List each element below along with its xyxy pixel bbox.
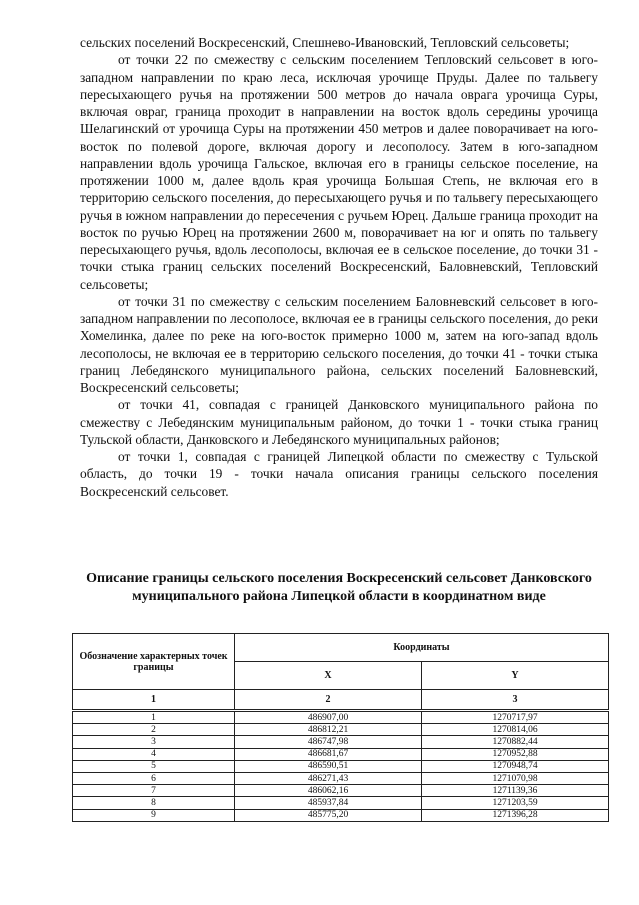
point-column-header: Обозначение характерных точек границы (73, 634, 235, 690)
point-number-cell: 4 (73, 748, 235, 760)
table-row (73, 760, 609, 772)
y-coordinate-cell: 1271203,59 (422, 797, 609, 809)
document-body (80, 34, 598, 500)
table-row (73, 809, 609, 821)
table-row (73, 772, 609, 784)
table-row (73, 712, 609, 724)
y-coordinate-cell: 1270882,44 (422, 736, 609, 748)
x-coordinate-cell: 486590,51 (235, 760, 422, 772)
y-coordinate-cell: 1270948,74 (422, 760, 609, 772)
paragraph-1: сельских поселений Воскресенский, Спешнево-Ивановский, Тепловский сельсоветы; (80, 35, 570, 50)
y-coordinate-cell: 1271070,98 (422, 772, 609, 784)
table-row (73, 736, 609, 748)
x-coordinate-cell: 485937,84 (235, 797, 422, 809)
y-column-header: Y (422, 662, 609, 690)
x-coordinate-cell: 486681,67 (235, 748, 422, 760)
x-column-header: X (235, 662, 422, 690)
point-number-cell: 6 (73, 772, 235, 784)
x-coordinate-cell: 486747,98 (235, 736, 422, 748)
point-number-cell: 1 (73, 712, 235, 724)
paragraph-4: от точки 41, совпадая с границей Данковского муниципального района по смежеству с Лебедянским муниципальным районом, до точки 1 - точки стыка границ Тульской области, Данковского и Лебедянского муниципальных районов; (80, 397, 598, 447)
column-number: 2 (235, 690, 422, 710)
y-coordinate-cell: 1271396,28 (422, 809, 609, 821)
y-coordinate-cell: 1271139,36 (422, 785, 609, 797)
y-coordinate-cell: 1270952,88 (422, 748, 609, 760)
point-number-cell: 5 (73, 760, 235, 772)
point-number-cell: 8 (73, 797, 235, 809)
point-number-cell: 3 (73, 736, 235, 748)
coordinates-table (72, 711, 609, 822)
y-coordinate-cell: 1270814,06 (422, 724, 609, 736)
section-heading: Описание границы сельского поселения Воскресенский сельсовет Данковского муниципального района Липецкой области в координатном виде (86, 571, 592, 604)
paragraph-2: от точки 22 по смежеству с сельским поселением Тепловский сельсовет в юго-западном направлении по краю леса, исключая урочище Пруды. Далее по тальвегу пересыхающего ручья на протяжении 500 метров до начала оврага урочища Суры, включая овраг, граница проходит в направлении на восток вдоль середины урочища Шелагинский от урочища Суры на протяжении 450 метров и далее поворачивает на юго-восток по полевой дороге, включая дорогу и лесополосу. Затем в юго-западном направлении вдоль урочища Гальское, включая его в границы сельское поселение, на протяжении 1000 м, далее вдоль края урочища Большая Степь, не включая его в территорию сельского поселения, до пересыхающего ручья и по тальвегу пересыхающего ручья в южном направлении до пересечения с ручьем Юрец. Дальше граница проходит на восток по ручью Юрец на протяжении 2600 м, поворачивает на юг и опять по тальвегу пересыхающего ручья, вдоль лесополосы, включая ее в сельское поселение, до точки 31 - точки стыка границ сельских поселений Воскресенский, Баловневский, Тепловский сельсоветы; (80, 52, 598, 292)
point-number-cell: 7 (73, 785, 235, 797)
paragraph-5: от точки 1, совпадая с границей Липецкой области по смежеству с Тульской область, до точки 19 - точки начала описания границы сельского поселения Воскресенский сельсовет. (80, 449, 598, 499)
x-coordinate-cell: 486062,16 (235, 785, 422, 797)
table-row (73, 724, 609, 736)
table-row (73, 748, 609, 760)
x-coordinate-cell: 486271,43 (235, 772, 422, 784)
column-number: 1 (73, 690, 235, 710)
y-coordinate-cell: 1270717,97 (422, 712, 609, 724)
paragraph-3: от точки 31 по смежеству с сельским поселением Баловневский сельсовет в юго-западном направлении по лесополосе, включая ее в границы сельского поселения, до реки Хомелинка, далее по реке на юго-восток примерно 1000 м, затем на юго-запад вдоль лесополосы, не включая ее в территорию сельского поселения, до точки 41 - точки стыка границ Лебедянского муниципального района, сельских поселений Баловневский, Воскресенский сельсоветы; (80, 293, 598, 395)
x-coordinate-cell: 486907,00 (235, 712, 422, 724)
table-row (73, 785, 609, 797)
column-number: 3 (422, 690, 609, 710)
point-number-cell: 2 (73, 724, 235, 736)
coordinates-column-header: Координаты (235, 634, 609, 662)
point-number-cell: 9 (73, 809, 235, 821)
coordinates-table-header (72, 633, 609, 710)
x-coordinate-cell: 486812,21 (235, 724, 422, 736)
x-coordinate-cell: 485775,20 (235, 809, 422, 821)
table-row (73, 797, 609, 809)
